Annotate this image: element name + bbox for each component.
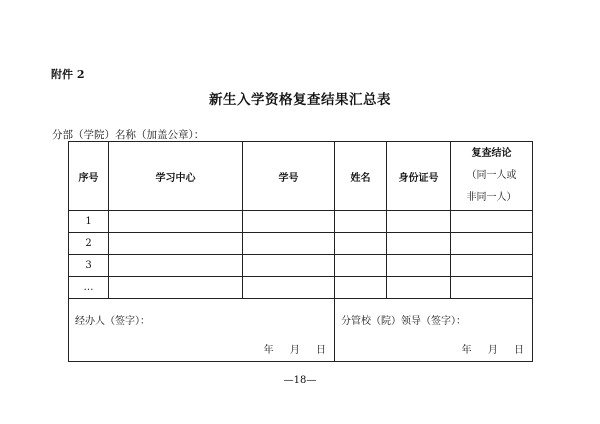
cell-conclusion[interactable] <box>451 277 533 299</box>
cell-center[interactable] <box>109 233 243 255</box>
col-header-center: 学习中心 <box>109 142 243 211</box>
leader-signature-label: 分管校（院）领导（签字）： <box>341 316 466 327</box>
table-row <box>69 233 533 255</box>
col-header-id-number: 身份证号 <box>387 142 451 211</box>
cell-id-number[interactable] <box>387 255 451 277</box>
cell-student-id[interactable] <box>243 233 335 255</box>
col-header-name: 姓名 <box>335 142 387 211</box>
row-seq: 2 <box>69 233 109 255</box>
row-seq: 1 <box>69 211 109 233</box>
summary-table <box>68 141 533 362</box>
table-row <box>69 211 533 233</box>
col-header-conclusion <box>451 142 533 211</box>
table-row <box>69 277 533 299</box>
page-title: 新生入学资格复查结果汇总表 <box>209 92 391 108</box>
cell-conclusion[interactable] <box>451 211 533 233</box>
row-seq: 3 <box>69 255 109 277</box>
col-header-seq: 序号 <box>69 142 109 211</box>
conclusion-sub-2: 非同一人） <box>466 192 517 203</box>
handler-signature-label: 经办人（签字）： <box>75 316 150 327</box>
cell-student-id[interactable] <box>243 277 335 299</box>
cell-name[interactable] <box>335 233 387 255</box>
cell-name[interactable] <box>335 277 387 299</box>
cell-center[interactable] <box>109 277 243 299</box>
page-number: —18— <box>283 375 317 386</box>
handler-signature-cell[interactable] <box>69 299 335 362</box>
cell-conclusion[interactable] <box>451 255 533 277</box>
conclusion-title: 复查结论 <box>471 148 512 159</box>
cell-conclusion[interactable] <box>451 233 533 255</box>
cell-name[interactable] <box>335 211 387 233</box>
cell-id-number[interactable] <box>387 277 451 299</box>
leader-date-label: 年 月 日 <box>461 345 524 356</box>
cell-id-number[interactable] <box>387 211 451 233</box>
handler-date-label: 年 月 日 <box>263 345 326 356</box>
col-header-student-id: 学号 <box>243 142 335 211</box>
department-line: 分部（学院）名称（加盖公章）： <box>52 129 205 141</box>
cell-center[interactable] <box>109 211 243 233</box>
cell-id-number[interactable] <box>387 233 451 255</box>
cell-student-id[interactable] <box>243 211 335 233</box>
signature-row <box>69 299 533 362</box>
table-header-row <box>69 142 533 211</box>
cell-student-id[interactable] <box>243 255 335 277</box>
cell-name[interactable] <box>335 255 387 277</box>
table-row <box>69 255 533 277</box>
attachment-label: 附件 2 <box>51 68 85 81</box>
cell-center[interactable] <box>109 255 243 277</box>
conclusion-sub-1: （同一人或 <box>466 170 517 181</box>
row-seq: … <box>69 277 109 299</box>
leader-signature-cell[interactable] <box>335 299 533 362</box>
